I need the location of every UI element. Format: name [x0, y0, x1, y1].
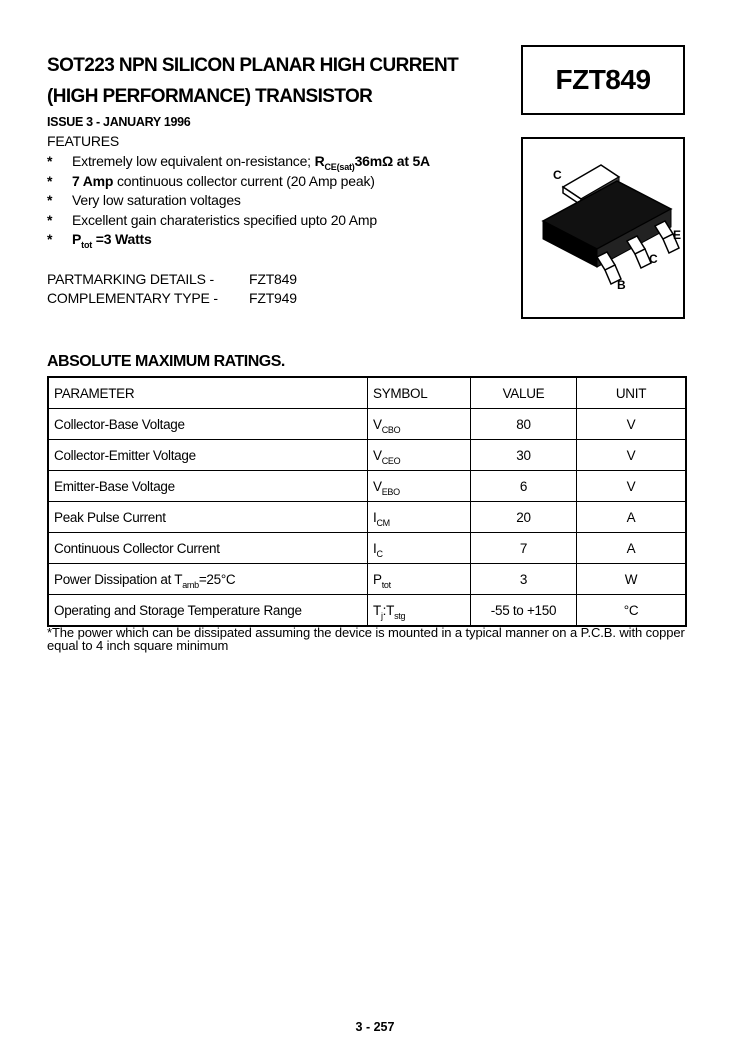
pin-label-e: E — [673, 228, 682, 242]
feature-item: * Very low saturation voltages — [47, 192, 241, 208]
partmarking-details — [47, 271, 297, 287]
table-row: Collector-Emitter Voltage $V_{CEO}$ 30 V — [48, 440, 686, 471]
col-header-unit: UNIT — [577, 377, 687, 409]
pin-label-c-top: C — [553, 168, 562, 182]
bullet-icon: * — [47, 212, 53, 228]
ratings-table — [47, 376, 687, 627]
partmarking-label: PARTMARKING DETAILS - — [47, 271, 214, 287]
complementary-label: COMPLEMENTARY TYPE - — [47, 290, 218, 306]
footnote: *The power which can be dissipated assuming the device is mounted in a typical manner on a P.C.B. with copper equal to 4 inch square minimum — [47, 625, 685, 653]
feature-item: * Excellent gain charateristics specified upto 20 Amp — [47, 212, 377, 228]
complementary-type — [47, 290, 297, 306]
sot223-package-icon — [523, 139, 683, 317]
features-heading: FEATURES — [47, 133, 120, 149]
table-row: Power Dissipation at $T_{amb}=25^\circ C$ $P_{tot}$ 3 W — [48, 564, 686, 595]
bullet-icon: * — [47, 153, 53, 169]
feature-item: * 7 Amp continuous collector current (20 Amp peak) — [47, 173, 375, 189]
col-header-parameter: PARAMETER — [48, 377, 368, 409]
bullet-icon: * — [47, 192, 53, 208]
table-row: Peak Pulse Current $I_{CM}$ 20 A — [48, 502, 686, 533]
table-row: Operating and Storage Temperature Range $T_j:T_{stg}$ -55 to +150 °C — [48, 595, 686, 627]
page-number: 3 - 257 — [355, 1020, 395, 1034]
table-row: Emitter-Base Voltage $V_{EBO}$ 6 V — [48, 471, 686, 502]
part-number: FZT849 — [555, 64, 651, 95]
bullet-icon: * — [47, 231, 53, 247]
table-row: Continuous Collector Current $I_C$ 7 A — [48, 533, 686, 564]
part-number-box — [521, 45, 685, 115]
pin-label-c: C — [649, 252, 658, 266]
package-drawing — [521, 137, 685, 319]
complementary-value: FZT949 — [249, 290, 297, 306]
col-header-symbol: SYMBOL — [368, 377, 471, 409]
table-header-row — [48, 377, 686, 409]
feature-item: * Extremely low equivalent on-resistance; $R_{CE(sat)}36m\Omega$ at 5A — [47, 153, 430, 172]
bullet-icon: * — [47, 173, 53, 189]
table-row: Collector-Base Voltage $V_{CBO}$ 80 V — [48, 409, 686, 440]
title-line-2: (HIGH PERFORMANCE) TRANSISTOR — [47, 86, 373, 107]
title-line-1: SOT223 NPN SILICON PLANAR HIGH CURRENT — [47, 55, 459, 76]
pin-label-b: B — [617, 278, 626, 292]
partmarking-value: FZT849 — [249, 271, 297, 287]
ratings-heading: ABSOLUTE MAXIMUM RATINGS. — [47, 353, 285, 370]
feature-item: * $P_{tot} =3$ Watts — [47, 231, 152, 250]
col-header-value: VALUE — [471, 377, 577, 409]
issue-line: ISSUE 3 - JANUARY 1996 — [47, 115, 191, 129]
